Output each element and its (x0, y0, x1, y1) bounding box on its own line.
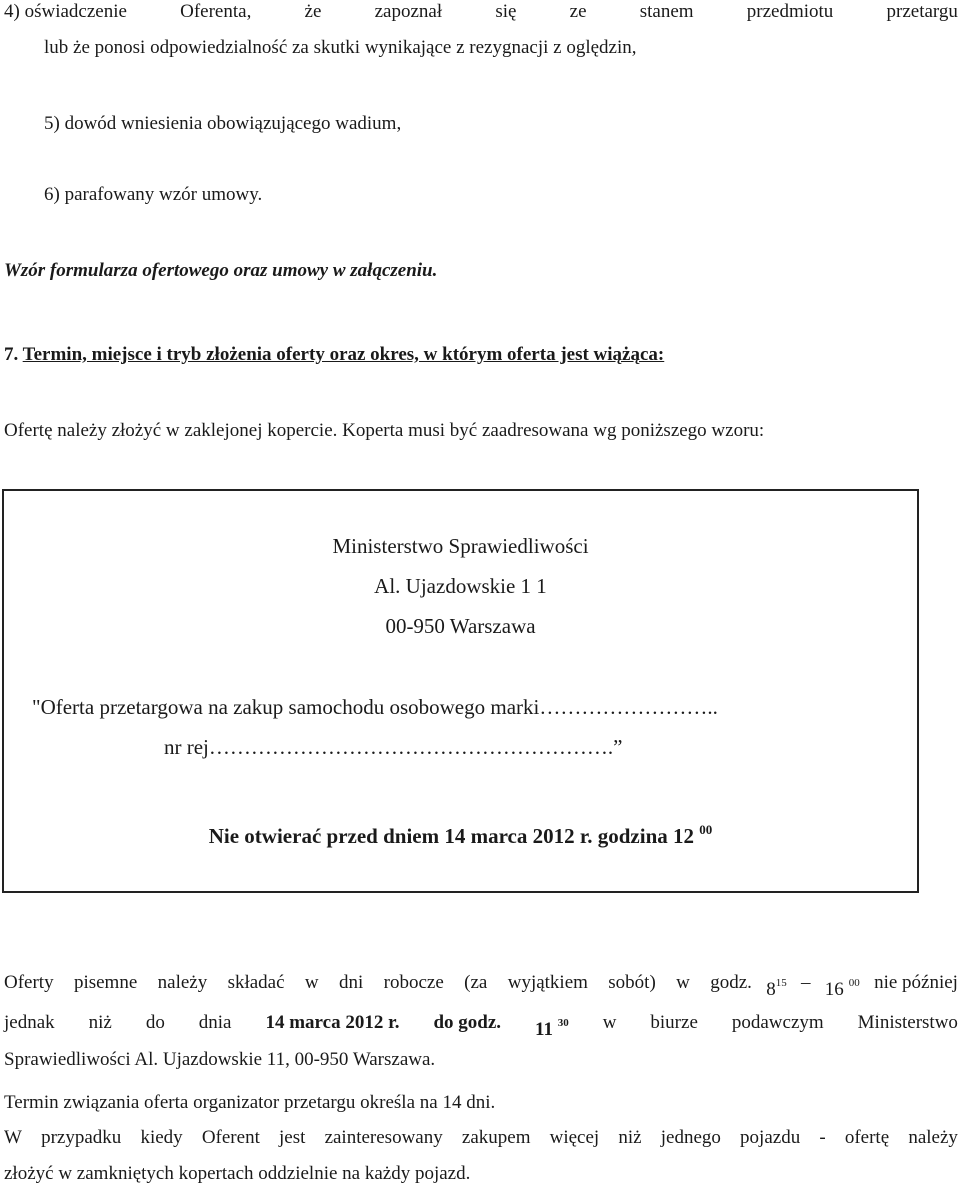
word: podawczym (731, 1012, 824, 1033)
item-5: 5) dowód wniesienia obowiązującego wadium, (44, 113, 402, 134)
section-number: 7. (4, 344, 19, 365)
word: Oferenta, (180, 1, 252, 22)
item-6: 6) parafowany wzór umowy. (44, 184, 263, 205)
word: ofertę (844, 1127, 890, 1148)
time-dash: – (801, 972, 811, 993)
multiple-vehicles-line-1 (4, 1126, 958, 1150)
word: dni (339, 972, 364, 993)
offer-line-1: "Oferta przetargowa na zakup samochodu osobowego marki…………………….. (32, 695, 718, 719)
deadline-date: 14 marca 2012 r. (265, 1012, 400, 1033)
word: przedmiotu (746, 1, 834, 22)
multiple-vehicles-line-2: złożyć w zamkniętych kopertach oddzielnie na każdy pojazd. (4, 1163, 471, 1184)
submission-line-1-tail: nie później (874, 972, 958, 993)
word: robocze (383, 972, 444, 993)
word: należy (908, 1127, 958, 1148)
word: biurze (650, 1012, 698, 1033)
envelope-template-box (2, 489, 919, 893)
notice-minutes: 00 (699, 822, 713, 837)
word: pisemne (73, 972, 138, 993)
submission-line-3: Sprawiedliwości Al. Ujazdowskie 11, 00-950 Warszawa. (4, 1049, 436, 1070)
address-line-3: 00-950 Warszawa (385, 614, 536, 638)
attachment-note: Wzór formularza ofertowego oraz umowy w załączeniu. (4, 260, 438, 281)
word: przypadku (41, 1127, 122, 1148)
word: dnia (198, 1012, 232, 1033)
word: godz. (710, 972, 752, 993)
word: ze (569, 1, 587, 22)
word: należy (157, 972, 208, 993)
section-title: Termin, miejsce i tryb złożenia oferty oraz okres, w którym oferta jest wiążąca: (22, 344, 665, 365)
word: (za (464, 972, 488, 993)
address-line-1: Ministerstwo Sprawiedliwości (332, 534, 589, 558)
word: przetargu (886, 1, 958, 22)
word: w (602, 1012, 617, 1033)
word: - (819, 1127, 826, 1148)
word: że (304, 1, 322, 22)
word: zainteresowany (324, 1127, 443, 1148)
word: W (4, 1127, 22, 1148)
word: jednego (660, 1127, 721, 1148)
address-line-2: Al. Ujazdowskie 1 1 (374, 574, 547, 598)
submission-line-2 (4, 1011, 958, 1042)
word: sobót) (608, 972, 656, 993)
notice-text: Nie otwierać przed dniem 14 marca 2012 r. godzina 12 (208, 824, 695, 848)
word: niż (618, 1127, 642, 1148)
word: kiedy (140, 1127, 183, 1148)
item-4-line-1 (4, 0, 958, 24)
word: więcej (549, 1127, 600, 1148)
word: w (304, 972, 319, 993)
word: jest (279, 1127, 306, 1148)
item-4-line-2: lub że ponosi odpowiedzialność za skutki wynikające z rezygnacji z oględzin, (44, 37, 637, 58)
binding-period: Termin związania oferta organizator przetargu określa na 14 dni. (4, 1092, 496, 1113)
do-not-open-notice (4, 817, 917, 849)
word: niż (88, 1012, 112, 1033)
deadline-hour-label: do godz. (433, 1012, 502, 1033)
deadline-hour: 11 $^{30}$ (535, 1017, 569, 1040)
envelope-intro: Ofertę należy złożyć w zaklejonej kopercie. Koperta musi być zaadresowana wg poniższego wzoru: (4, 420, 765, 441)
section-7-heading (4, 343, 958, 367)
time-to: 16 $^{00}$ (824, 977, 860, 1000)
submission-line-1 (4, 971, 958, 1002)
word: do (145, 1012, 165, 1033)
word: składać (227, 972, 285, 993)
word: jednak (4, 1012, 55, 1033)
offer-line-2: nr rej………………………………………………….” (164, 735, 623, 759)
word: 4) oświadczenie (4, 1, 127, 22)
word: pojazdu (740, 1127, 801, 1148)
word: stanem (639, 1, 694, 22)
word: Ministerstwo (857, 1012, 958, 1033)
word: w (676, 972, 690, 993)
word: zakupem (461, 1127, 531, 1148)
word: wyjątkiem (507, 972, 588, 993)
word: Oferent (201, 1127, 260, 1148)
time-from: $8^{15}$ (766, 977, 787, 1000)
submission-line-1-words (4, 971, 752, 1002)
word: Oferty (4, 972, 54, 993)
word: zapoznał (374, 1, 443, 22)
word: się (495, 1, 517, 22)
